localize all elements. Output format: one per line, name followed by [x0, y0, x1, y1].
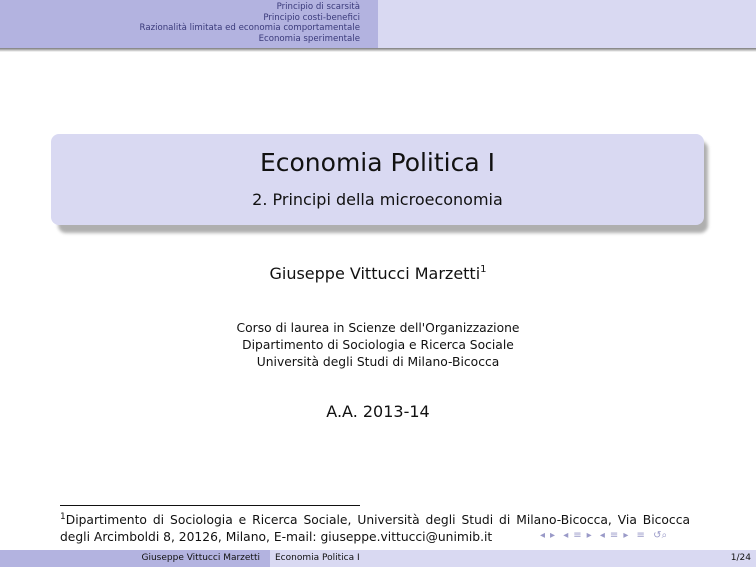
footnote-rule [60, 505, 360, 506]
nav-link-scarsita[interactable]: Principio di scarsità [276, 2, 360, 12]
author-footnote-mark: 1 [480, 264, 487, 275]
header-bar [0, 0, 756, 48]
institute-block [0, 320, 756, 371]
nav-link-razionalita[interactable]: Razionalità limitata ed economia comportamentale [139, 23, 360, 34]
nav-link-costi-benefici[interactable]: Principio costi-benefici [263, 12, 360, 23]
next-subsection-icon[interactable]: ▸ [586, 530, 592, 541]
page-number: 1/24 [730, 553, 751, 563]
next-section-icon[interactable]: ▸ [623, 530, 629, 541]
footer-author: Giuseppe Vittucci Marzetti [141, 553, 260, 563]
prev-section-icon[interactable]: ◂ [599, 530, 605, 541]
footer-title: Economia Politica I [275, 553, 360, 563]
beamer-nav-symbols [540, 530, 672, 541]
prev-subsection-icon[interactable]: ◂ [563, 530, 569, 541]
institute-line: Corso di laurea in Scienze dell'Organizzazione [236, 321, 520, 335]
section-nav-list [140, 2, 360, 44]
document-icon[interactable]: ≡ [636, 530, 645, 541]
search-icon[interactable]: ↺⌕ [653, 530, 668, 541]
footer-author-bar [0, 550, 270, 567]
header-section-nav [0, 0, 378, 48]
footnote-text: Dipartimento di Sociologia e Ricerca Sociale, Università degli Studi di Milano-Bicocca, Via Bicocca degli Arcimboldi 8, 20126, Milano, E-mail: giuseppe.vittucci@unimib.it [60, 513, 690, 544]
prev-frame-icon[interactable]: ◂ [540, 530, 546, 541]
subsection-icon[interactable]: ≡ [573, 530, 582, 541]
section-icon[interactable]: ≡ [609, 530, 619, 541]
nav-link-sperimentale[interactable]: Economia sperimentale [258, 33, 360, 44]
institute-line: Università degli Studi di Milano-Bicocca [256, 355, 500, 369]
footer-title-bar [270, 550, 756, 567]
institute-line: Dipartimento di Sociologia e Ricerca Sociale [242, 338, 514, 352]
author-name: Giuseppe Vittucci Marzetti [269, 264, 481, 283]
header-shadow [0, 48, 756, 52]
footnote-mark: 1 [60, 512, 66, 522]
presentation-title: Economia Politica I [259, 148, 496, 177]
header-subsection-area [378, 0, 756, 48]
academic-year: A.A. 2013-14 [326, 402, 430, 421]
presentation-subtitle: 2. Principi della microeconomia [252, 190, 503, 209]
title-box [51, 134, 704, 225]
next-frame-icon[interactable]: ▸ [550, 530, 556, 541]
author [0, 264, 756, 283]
